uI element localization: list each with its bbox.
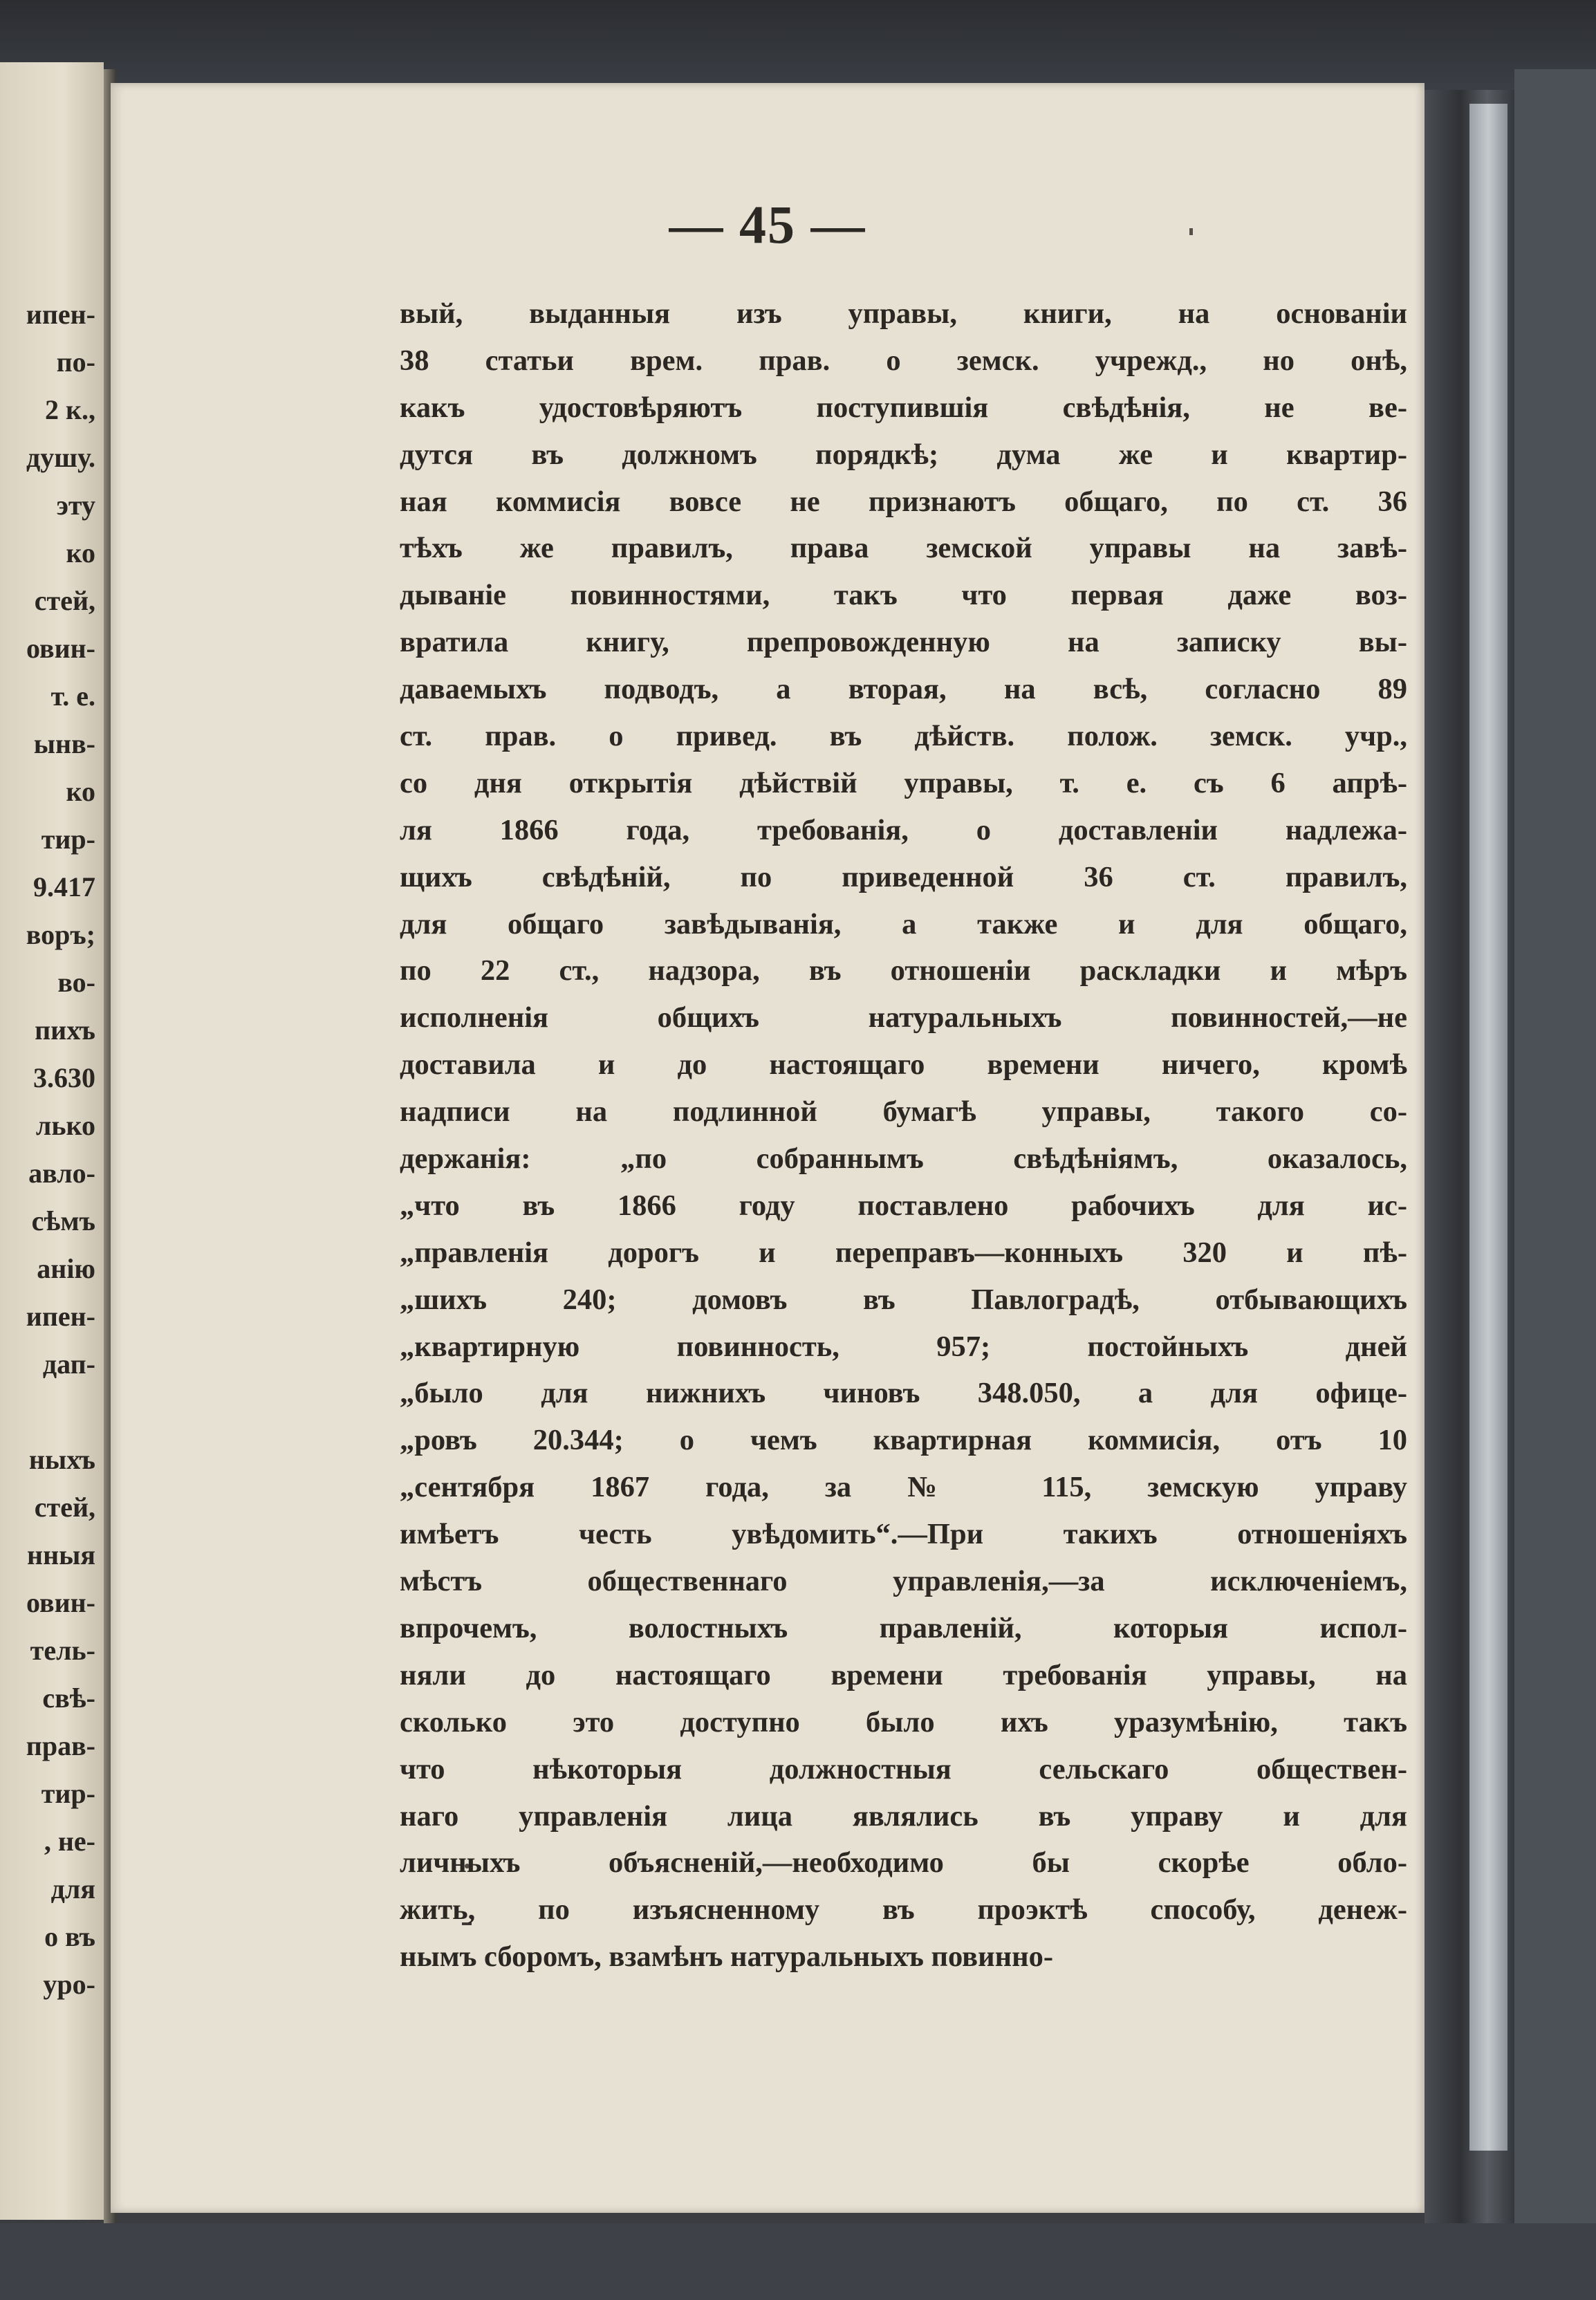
book-page: [111, 83, 1425, 2213]
fragment-line: дап-: [42, 1348, 95, 1380]
text-line: держанія: „по собраннымъ свѣдѣніямъ, оказалось,: [400, 1142, 1407, 1176]
fragment-line: 9.417: [33, 871, 95, 902]
fragment-line: пихъ: [35, 1014, 95, 1046]
fragment-line: анію: [37, 1253, 95, 1284]
text-line: „правленія дорогъ и переправъ—конныхъ 320 и пѣ-: [400, 1236, 1407, 1269]
text-line: имѣетъ честь увѣдомить“.—При такихъ отношеніяхъ: [400, 1518, 1407, 1551]
fragment-line: ипен-: [26, 299, 95, 330]
text-line: сколько это доступно было ихъ уразумѣнію, такъ: [400, 1705, 1407, 1738]
text-line: впрочемъ, волостныхъ правленій, которыя испол-: [400, 1611, 1407, 1644]
fragment-line: ныхъ: [28, 1444, 95, 1475]
page-body-text: [400, 290, 1407, 1981]
text-line: ная коммисія вовсе не признаютъ общаго, по ст. 36: [400, 485, 1407, 518]
text-line: со дня открытія дѣйствій управы, т. е. съ 6 апрѣ-: [400, 766, 1407, 799]
previous-page-text-fragments: [0, 290, 95, 2008]
text-line: доставила и до настоящаго времени ничего, кромѣ: [400, 1048, 1407, 1082]
fragment-line: , не-: [44, 1826, 95, 1857]
text-line: щихъ свѣдѣній, по приведенной 36 ст. правилъ,: [400, 860, 1407, 893]
fragment-line: тир-: [41, 1778, 95, 1809]
text-line: для общаго завѣдыванія, а также и для общаго,: [400, 907, 1407, 940]
fragment-line: о въ: [44, 1921, 95, 1952]
fragment-line: [0, 1388, 95, 1436]
text-line: какъ удостовѣряютъ поступившія свѣдѣнія, не ве-: [400, 391, 1407, 424]
text-line: дутся въ должномъ порядкѣ; дума же и квартир-: [400, 438, 1407, 471]
book-cover-board: [1514, 69, 1596, 2300]
fragment-line: 3.630: [33, 1062, 95, 1093]
text-line: вратила книгу, препровожденную на записку вы-: [400, 626, 1407, 659]
text-line: мѣстъ общественнаго управленія,—за исключеніемъ,: [400, 1565, 1407, 1598]
fragment-line: свѣ-: [42, 1682, 95, 1714]
text-line: ст. прав. о привед. въ дѣйств. полож. земск. учр.,: [400, 720, 1407, 753]
text-line: „шихъ 240; домовъ въ Павлоградѣ, отбывающихъ: [400, 1283, 1407, 1316]
fragment-line: т. е.: [50, 680, 95, 712]
text-line: по 22 ст., надзора, въ отношеніи раскладки и мѣръ: [400, 954, 1407, 987]
fragment-line: ко: [66, 776, 95, 807]
text-line: наго управленія лица являлись въ управу и для: [400, 1799, 1407, 1833]
text-line: „было для нижнихъ чиновъ 348.050, а для офице-: [400, 1377, 1407, 1410]
fragment-line: сѣмъ: [31, 1205, 95, 1236]
text-line: ля 1866 года, требованія, о доставленіи надлежа-: [400, 813, 1407, 846]
text-line: личныхъ объясненій,—необходимо бы скорѣе обло-: [400, 1846, 1407, 1880]
text-line: „квартирную повинность, 957; постойныхъ дней: [400, 1330, 1407, 1363]
fragment-line: тир-: [41, 824, 95, 855]
text-line: даваемыхъ подводъ, а вторая, на всѣ, согласно 89: [400, 673, 1407, 706]
fragment-line: 2 к.,: [44, 394, 95, 425]
previous-page-edge: [0, 62, 104, 2220]
text-line: „сентября 1867 года, за № 115, земскую управу: [400, 1471, 1407, 1504]
fragment-line: для: [50, 1873, 95, 1904]
fragment-line: прав-: [26, 1730, 95, 1761]
fragment-line: во-: [57, 967, 95, 998]
fragment-line: ынв-: [33, 728, 95, 759]
fragment-line: ко: [66, 537, 95, 568]
fragment-line: овин-: [26, 633, 95, 664]
fragment-line: авло-: [28, 1158, 95, 1189]
text-line: тѣхъ же правилъ, права земской управы на завѣ-: [400, 532, 1407, 565]
text-line: няли до настоящаго времени требованія управы, на: [400, 1658, 1407, 1691]
fragment-line: стей,: [34, 1492, 95, 1523]
fragment-line: ипен-: [26, 1301, 95, 1332]
fragment-line: нныя: [27, 1539, 95, 1570]
fragment-line: тель-: [30, 1635, 95, 1666]
text-line: 38 статьи врем. прав. о земск. учрежд., но онѣ,: [400, 344, 1407, 377]
page-number: — 45 —: [669, 194, 866, 254]
fragment-line: эту: [56, 490, 95, 521]
fragment-line: воръ;: [26, 919, 95, 950]
fragment-line: душу.: [26, 442, 95, 473]
fragment-line: овин-: [26, 1587, 95, 1618]
text-line: „ровъ 20.344; о чемъ квартирная коммисія, отъ 10: [400, 1424, 1407, 1457]
text-line: нымъ сборомъ, взамѣнъ натуральныхъ повинно-: [400, 1940, 1054, 1974]
page-stack-strip: [1469, 104, 1507, 2151]
text-line: вый, выданныя изъ управы, книги, на основаніи: [400, 297, 1407, 330]
text-line: что нѣкоторыя должностныя сельскаго обществен-: [400, 1752, 1407, 1786]
fragment-line: стей,: [34, 585, 95, 616]
fragment-line: по-: [56, 346, 95, 378]
fragment-line: лько: [35, 1110, 95, 1141]
text-line: жить, по изъясненному въ проэктѣ способу, денеж-: [400, 1893, 1407, 1927]
text-line: „что въ 1866 году поставлено рабочихъ для ис-: [400, 1189, 1407, 1222]
text-line: надписи на подлинной бумагѣ управы, такого со-: [400, 1095, 1407, 1129]
background-top: [0, 0, 1596, 90]
text-line: исполненія общихъ натуральныхъ повинностей,—не: [400, 1001, 1407, 1035]
fragment-line: уро-: [43, 1969, 95, 2000]
background-bottom: [0, 2223, 1596, 2300]
text-line: дываніе повинностями, такъ что первая даже воз-: [400, 579, 1407, 612]
